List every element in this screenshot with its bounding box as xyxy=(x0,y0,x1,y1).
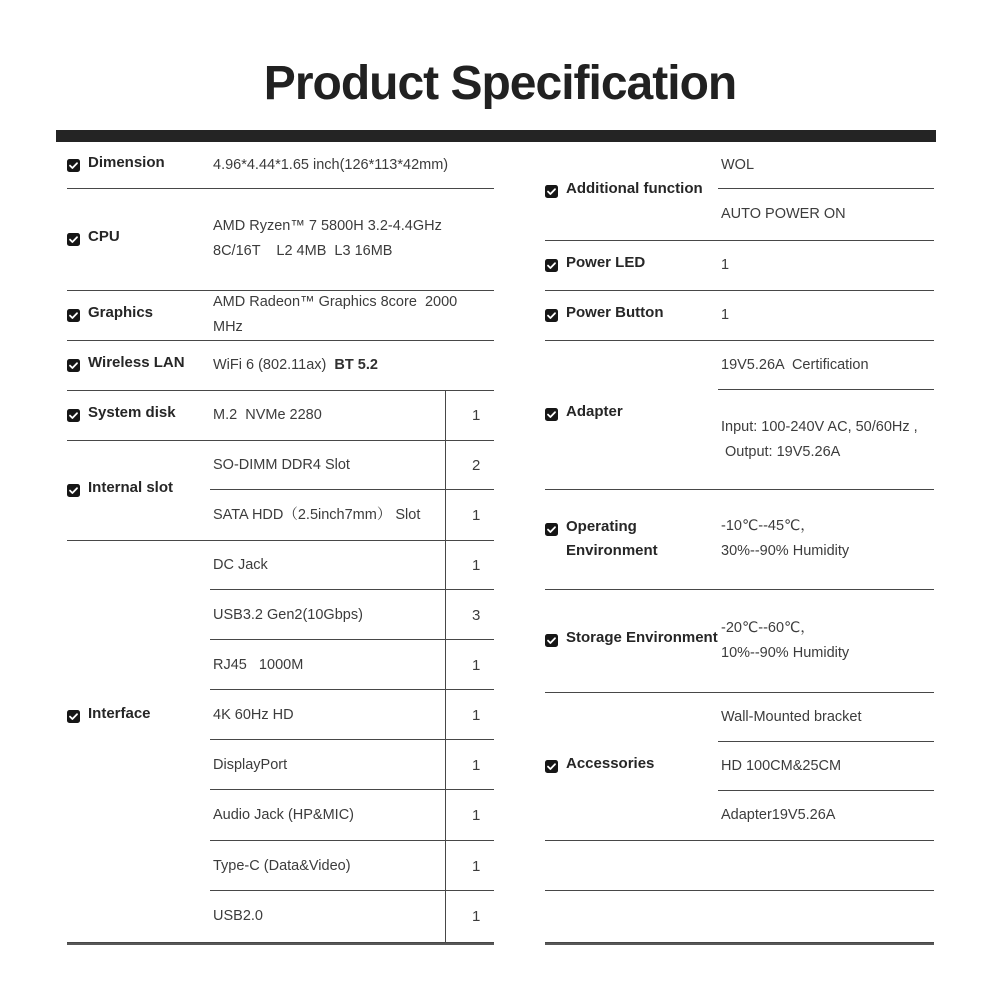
group-label-cell xyxy=(545,340,718,489)
checkbox-icon xyxy=(545,405,558,429)
spec-group-additional-function xyxy=(545,142,934,240)
value-cell xyxy=(718,705,934,730)
group-label-cell xyxy=(545,240,718,290)
title-divider-bar xyxy=(56,130,936,142)
checkbox-icon xyxy=(67,306,80,330)
spec-row xyxy=(210,340,494,390)
spec-row xyxy=(210,590,494,640)
value-line: Wall-Mounted bracket xyxy=(721,708,862,725)
qty-cell: 1 xyxy=(445,640,494,690)
value-line: DC Jack xyxy=(213,556,268,573)
qty-cell: 1 xyxy=(445,690,494,740)
spec-row xyxy=(210,540,494,590)
spec-group-empty-8 xyxy=(545,890,934,942)
value-line: AMD Ryzen™ 7 5800H 3.2-4.4GHz xyxy=(213,218,442,234)
spec-row xyxy=(210,790,494,841)
value-line: -10℃--45℃， xyxy=(721,518,815,534)
value-cell xyxy=(210,290,494,340)
group-label: Operating Environment xyxy=(566,518,658,559)
group-label: CPU xyxy=(88,227,120,245)
group-label: Interface xyxy=(88,704,151,722)
value-cell xyxy=(210,703,445,728)
value-cell xyxy=(210,214,494,264)
spec-row xyxy=(718,791,934,840)
spec-row xyxy=(718,340,934,390)
qty-cell: 1 xyxy=(445,790,494,841)
group-label: Power Button xyxy=(566,303,664,321)
value-cell xyxy=(718,303,934,328)
qty-cell: 2 xyxy=(445,440,494,490)
group-label: Adapter xyxy=(566,403,623,420)
spec-row xyxy=(718,240,934,290)
value-line: USB2.0 xyxy=(213,908,263,924)
value-line: 10%--90% Humidity xyxy=(721,644,850,661)
value-line: 19V5.26A Certification xyxy=(721,356,869,373)
value-line: Output: 19V5.26A xyxy=(721,443,841,460)
group-label-cell xyxy=(545,489,718,589)
spec-row xyxy=(718,489,934,589)
value-line: WOL xyxy=(721,157,755,173)
value-line: Type-C (Data&Video) xyxy=(213,857,351,874)
spec-row xyxy=(210,188,494,290)
value-line: 8C/16T L2 4MB L3 16MB xyxy=(213,243,393,259)
group-label-cell xyxy=(545,840,718,890)
group-label-cell xyxy=(545,142,718,240)
value-cell xyxy=(210,353,494,378)
value-line: AUTO POWER ON xyxy=(721,206,846,222)
value-cell xyxy=(210,503,445,528)
group-label-cell xyxy=(67,142,210,188)
value-line: DisplayPort xyxy=(213,756,288,773)
group-label: Additional function xyxy=(566,179,703,197)
spec-row xyxy=(718,692,934,742)
group-label: Graphics xyxy=(88,303,154,321)
spec-row xyxy=(718,840,934,890)
checkbox-icon xyxy=(67,481,80,505)
group-label: Accessories xyxy=(566,754,655,772)
spec-row xyxy=(210,390,494,440)
group-label-cell xyxy=(545,589,718,692)
spec-row xyxy=(210,142,494,188)
value-cell xyxy=(210,453,445,478)
spec-group-empty-7 xyxy=(545,840,934,890)
value-cell xyxy=(210,653,445,678)
spec-row xyxy=(718,390,934,489)
checkbox-icon xyxy=(545,757,558,781)
spec-row xyxy=(718,290,934,340)
value-line: 1 xyxy=(721,306,730,323)
group-label-cell xyxy=(67,340,210,390)
spec-row xyxy=(210,690,494,740)
value-cell xyxy=(718,253,934,278)
spec-group-cpu xyxy=(67,188,494,290)
value-cell xyxy=(718,153,934,178)
value-line: Audio Jack (HP&MIC) xyxy=(213,807,355,823)
group-label-cell xyxy=(67,440,210,540)
checkbox-icon xyxy=(67,230,80,254)
spec-group-dimension xyxy=(67,142,494,188)
value-cell xyxy=(718,202,934,227)
qty-cell: 1 xyxy=(445,841,494,891)
group-label-cell xyxy=(67,390,210,440)
spec-row xyxy=(210,841,494,891)
value-line: Input: 100-240V AC, 50/60Hz , xyxy=(721,418,918,435)
checkbox-icon xyxy=(545,520,558,544)
checkbox-icon xyxy=(67,406,80,430)
checkbox-icon xyxy=(545,631,558,655)
spec-table-left xyxy=(67,142,494,945)
qty-cell: 1 xyxy=(445,490,494,540)
value-cell xyxy=(718,754,934,779)
checkbox-icon xyxy=(67,356,80,380)
spec-row xyxy=(210,440,494,490)
checkbox-icon xyxy=(67,707,80,731)
value-line: Adapter19V5.26A xyxy=(721,807,836,823)
spec-row xyxy=(718,142,934,189)
value-line: 30%--90% Humidity xyxy=(721,543,850,559)
group-label: Storage Environment xyxy=(566,629,718,646)
spec-row xyxy=(210,640,494,690)
spec-row xyxy=(210,740,494,790)
group-label: Dimension xyxy=(88,153,165,171)
value-line: 4.96*4.44*1.65 inch(126*113*42mm) xyxy=(213,156,449,173)
value-line: USB3.2 Gen2(10Gbps) xyxy=(213,606,363,623)
qty-cell: 1 xyxy=(445,891,494,942)
checkbox-icon xyxy=(545,256,558,280)
value-cell xyxy=(210,403,445,428)
group-label-cell xyxy=(545,692,718,840)
group-label: Internal slot xyxy=(88,478,174,496)
group-label-cell xyxy=(67,290,210,340)
spec-row xyxy=(210,891,494,942)
value-line: 1 xyxy=(721,256,730,273)
spec-row xyxy=(210,290,494,340)
spec-group-power-led xyxy=(545,240,934,290)
spec-row xyxy=(718,589,934,692)
value-line: -20℃--60℃， xyxy=(721,619,815,636)
value-cell xyxy=(210,603,445,628)
group-label-cell xyxy=(67,188,210,290)
value-line: SATA HDD（2.5inch7mm） Slot xyxy=(213,506,421,523)
group-label-cell xyxy=(67,540,210,942)
spec-group-storage-environment xyxy=(545,589,934,692)
checkbox-icon xyxy=(545,306,558,330)
value-cell xyxy=(718,616,934,666)
spec-group-accessories xyxy=(545,692,934,840)
qty-cell: 1 xyxy=(445,740,494,790)
spec-group-system-disk xyxy=(67,390,494,440)
value-cell xyxy=(210,803,445,828)
spec-group-internal-slot xyxy=(67,440,494,540)
value-cell xyxy=(718,514,934,564)
spec-group-interface xyxy=(67,540,494,942)
qty-cell: 3 xyxy=(445,590,494,640)
qty-cell: 1 xyxy=(445,540,494,590)
value-cell xyxy=(718,803,934,828)
value-cell xyxy=(210,904,445,929)
value-line: M.2 NVMe 2280 xyxy=(213,406,322,423)
value-line: RJ45 1000M xyxy=(213,656,304,673)
value-cell xyxy=(210,153,494,178)
spec-group-graphics xyxy=(67,290,494,340)
group-label-cell xyxy=(545,290,718,340)
spec-table-right xyxy=(545,142,934,945)
spec-group-power-button xyxy=(545,290,934,340)
group-label-cell xyxy=(545,890,718,942)
group-label: Wireless LAN xyxy=(88,353,185,371)
value-line: SO-DIMM DDR4 Slot xyxy=(213,456,350,473)
value-line: AMD Radeon™ Graphics 8core 2000 MHz xyxy=(213,294,462,335)
spec-row xyxy=(718,189,934,240)
value-cell xyxy=(718,353,934,378)
value-line: HD 100CM&25CM xyxy=(721,758,842,774)
value-cell xyxy=(210,553,445,578)
checkbox-icon xyxy=(545,182,558,206)
spec-row xyxy=(210,490,494,540)
page-title: Product Specification xyxy=(263,57,737,110)
checkbox-icon xyxy=(67,156,80,180)
spec-group-operating-environment xyxy=(545,489,934,589)
group-label: System disk xyxy=(88,403,176,421)
spec-group-wireless-lan xyxy=(67,340,494,390)
value-line: WiFi 6 (802.11ax) BT 5.2 xyxy=(213,356,378,373)
value-cell xyxy=(718,415,934,465)
value-cell xyxy=(210,854,445,879)
value-line: 4K 60Hz HD xyxy=(213,706,294,723)
spec-group-adapter xyxy=(545,340,934,489)
group-label: Power LED xyxy=(566,253,646,271)
spec-row xyxy=(718,742,934,791)
spec-row xyxy=(718,890,934,942)
qty-cell: 1 xyxy=(445,390,494,440)
value-cell xyxy=(210,753,445,778)
